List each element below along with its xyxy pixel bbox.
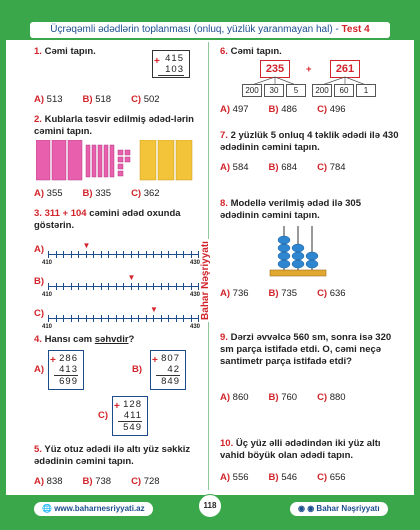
tick: [56, 251, 57, 258]
option-a[interactable]: A) 513: [34, 94, 63, 105]
q6-b-ones: 1: [356, 84, 376, 97]
tick: [93, 251, 94, 258]
start-label: 410: [42, 292, 53, 298]
tick: [108, 315, 109, 322]
option-c[interactable]: C) 880: [317, 392, 346, 403]
tick: [183, 251, 184, 258]
tick: [48, 283, 49, 290]
tick: [71, 251, 72, 258]
option-b[interactable]: B) 738: [82, 476, 112, 487]
start-label: 410: [42, 260, 53, 266]
q6-b-hundreds: 200: [312, 84, 332, 97]
tick: [71, 315, 72, 322]
globe-icon: 🌐: [42, 504, 52, 513]
right-border: [414, 40, 420, 510]
social-brand[interactable]: ◉ ◉ Bahar Nəşriyyatı: [290, 502, 388, 516]
q4-option-b[interactable]: 807 42 849: [150, 350, 186, 390]
tick: [86, 315, 87, 322]
option-a[interactable]: A) 556: [220, 472, 249, 483]
option-a[interactable]: A) 860: [220, 392, 249, 403]
tick: [123, 283, 124, 290]
tick: [131, 315, 132, 322]
tick: [168, 315, 169, 322]
question-10: 10. Üç yüz əlli ədədindən iki yüz altı vahid böyük olan ədədi tapın.: [220, 438, 381, 461]
tick: [116, 251, 117, 258]
number-line: [42, 250, 201, 266]
question-5: 5. Yüz otuz ədədi ilə altı yüz səkkiz ədədinin cəmini tapın.: [34, 444, 191, 467]
website-link[interactable]: 🌐 www.baharnesriyyati.az: [34, 502, 153, 516]
q5-options: [34, 476, 160, 487]
option-b[interactable]: B) 735: [268, 288, 298, 299]
arrow-marker: ▼: [82, 241, 91, 250]
tick: [48, 315, 49, 322]
tick: [138, 283, 139, 290]
option-c[interactable]: C) 362: [131, 188, 160, 199]
q4-label-a[interactable]: A): [34, 364, 45, 375]
option-c[interactable]: C) 728: [131, 476, 160, 487]
tick: [131, 251, 132, 258]
plus-sign: +: [154, 56, 160, 67]
q1-column-addition: 415 103: [152, 50, 190, 78]
option-b[interactable]: B) 684: [268, 162, 298, 173]
q7-options: [220, 162, 346, 173]
tick: [176, 283, 177, 290]
option-b[interactable]: B) 760: [268, 392, 298, 403]
tick: [191, 315, 192, 322]
test-label: Test 4: [341, 24, 370, 35]
q3-option-b[interactable]: B): [34, 276, 45, 287]
page-header: Üçrəqəmli ədədlərin toplanması (onluq, yüzlük yaranmayan hal) - Test 4: [30, 22, 390, 38]
tick: [168, 283, 169, 290]
tick: [138, 251, 139, 258]
tick: [93, 315, 94, 322]
tick: [63, 283, 64, 290]
tick: [86, 283, 87, 290]
tick: [153, 283, 154, 290]
question-4: 4. Hansı cəm səhvdir?: [34, 334, 135, 345]
base-ten-blocks-image: [36, 140, 196, 185]
tick: [123, 315, 124, 322]
page-number: 118: [198, 494, 222, 518]
question-7: 7. 2 yüzlük 5 onluq 4 təklik ədədi ilə 430 ədədinin cəmini tapın.: [220, 130, 399, 153]
tick: [161, 283, 162, 290]
q4-option-a[interactable]: 286 413 699: [48, 350, 84, 390]
tick: [176, 251, 177, 258]
q6-addend-a: 235: [260, 60, 290, 78]
tick: [153, 251, 154, 258]
option-a[interactable]: A) 584: [220, 162, 249, 173]
social-icons: ◉ ◉: [298, 504, 315, 513]
question-8: 8. Modellə verilmiş ədəd ilə 305 ədədinin cəmini tapın.: [220, 198, 361, 221]
option-b[interactable]: B) 546: [268, 472, 298, 483]
q1-options: [34, 94, 160, 105]
q6-addend-b: 261: [330, 60, 360, 78]
plus-sign: +: [152, 355, 158, 366]
option-a[interactable]: A) 736: [220, 288, 249, 299]
tick: [161, 315, 162, 322]
question-9: 9. Dərzi əvvəlcə 560 sm, sonra isə 320 sm parça istifadə etdi. O, cəmi neçə santimetr parça istifadə etdi?: [220, 332, 392, 367]
option-b[interactable]: B) 335: [82, 188, 112, 199]
tick: [86, 251, 87, 258]
tick: [108, 283, 109, 290]
q6-a-tens: 30: [264, 84, 284, 97]
option-c[interactable]: C) 784: [317, 162, 346, 173]
plus-sign: +: [114, 401, 120, 412]
tick: [131, 283, 132, 290]
q6-b-tens: 60: [334, 84, 354, 97]
tick: [191, 283, 192, 290]
end-label: 430: [190, 260, 201, 266]
abacus-image: [268, 222, 328, 278]
q3-option-a[interactable]: A): [34, 244, 45, 255]
q9-options: [220, 392, 346, 403]
tick: [176, 315, 177, 322]
tick: [138, 315, 139, 322]
tick: [191, 251, 192, 258]
tick: [101, 283, 102, 290]
option-a[interactable]: A) 838: [34, 476, 63, 487]
tick: [108, 251, 109, 258]
end-label: 430: [190, 324, 201, 330]
q6-a-hundreds: 200: [242, 84, 262, 97]
question-2: 2. Kublarla təsvir edilmiş ədəd-lərin cəmini tapın.: [34, 114, 194, 137]
tick: [78, 283, 79, 290]
vertical-brand: Bahar Nəşriyyatı: [199, 241, 211, 320]
left-border: [0, 40, 6, 510]
tick: [56, 315, 57, 322]
tick: [168, 251, 169, 258]
tick: [183, 283, 184, 290]
tick: [56, 283, 57, 290]
q4-option-c[interactable]: 128 411 549: [112, 396, 148, 436]
q3-option-c[interactable]: C): [34, 308, 45, 319]
question-1: 1. Cəmi tapın.: [34, 46, 96, 57]
tick: [198, 315, 199, 322]
tick: [116, 283, 117, 290]
option-b[interactable]: B) 518: [82, 94, 112, 105]
option-c[interactable]: C) 502: [131, 94, 160, 105]
question-6: 6. Cəmi tapın.: [220, 46, 282, 57]
tick: [78, 315, 79, 322]
tick: [116, 315, 117, 322]
tick: [198, 251, 199, 258]
q10-options: [220, 472, 346, 483]
option-c[interactable]: C) 636: [317, 288, 346, 299]
plus-sign: +: [50, 355, 56, 366]
tick: [101, 251, 102, 258]
q2-options: [34, 188, 160, 199]
question-3: 3. 311 + 104 cəmini ədəd oxunda göstərin.: [34, 208, 181, 231]
tick: [71, 283, 72, 290]
end-label: 430: [190, 292, 201, 298]
tick: [63, 315, 64, 322]
tick: [48, 251, 49, 258]
option-a[interactable]: A) 355: [34, 188, 63, 199]
tick: [146, 315, 147, 322]
q6-a-ones: 5: [286, 84, 306, 97]
tick: [101, 315, 102, 322]
option-b[interactable]: B) 486: [268, 104, 298, 115]
tick: [63, 251, 64, 258]
number-line: [42, 314, 201, 330]
tick: [161, 251, 162, 258]
tick: [146, 251, 147, 258]
tick: [183, 315, 184, 322]
tick: [93, 283, 94, 290]
start-label: 410: [42, 324, 53, 330]
q6-options: [220, 104, 346, 115]
option-c[interactable]: C) 656: [317, 472, 346, 483]
tick: [198, 283, 199, 290]
q4-label-b[interactable]: B): [132, 364, 143, 375]
q6-plus: +: [306, 64, 312, 75]
tick: [123, 251, 124, 258]
option-a[interactable]: A) 497: [220, 104, 249, 115]
q8-options: [220, 288, 346, 299]
tick: [78, 251, 79, 258]
number-line: [42, 282, 201, 298]
option-c[interactable]: C) 496: [317, 104, 346, 115]
arrow-marker: ▼: [150, 305, 158, 314]
tick: [146, 283, 147, 290]
tick: [153, 315, 154, 322]
arrow-marker: ▼: [127, 273, 136, 282]
q4-label-c[interactable]: C): [98, 410, 109, 421]
